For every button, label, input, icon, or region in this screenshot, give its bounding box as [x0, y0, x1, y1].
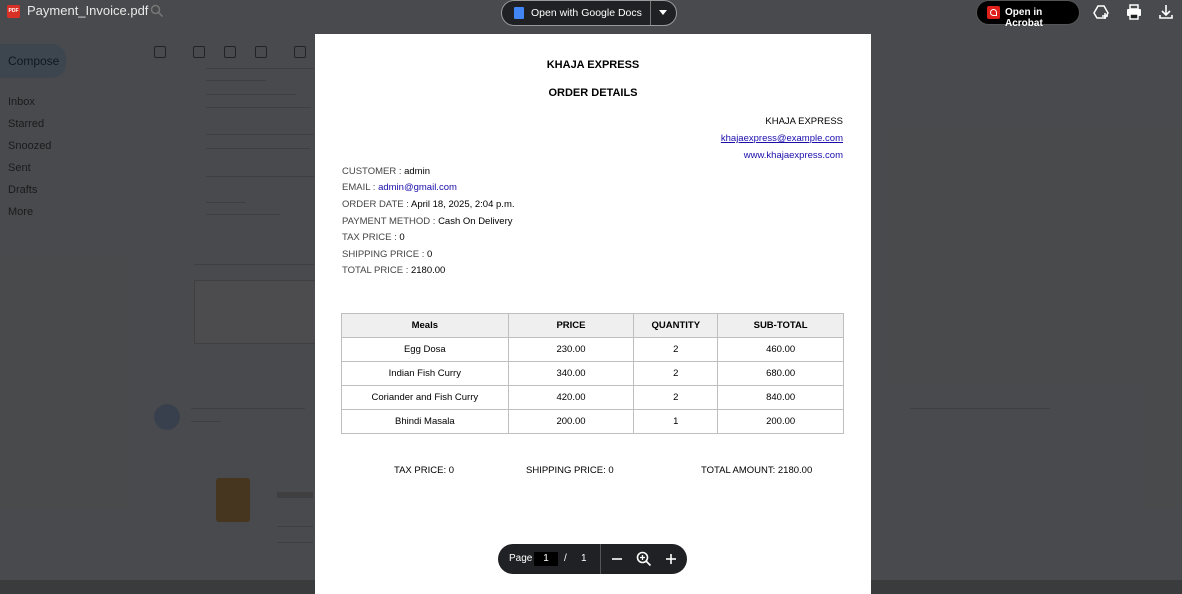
- table-cell: Bhindi Masala: [342, 410, 509, 434]
- total-shipping: SHIPPING PRICE: 0: [526, 465, 614, 476]
- viewer-toolbar: [0, 0, 1182, 29]
- info-tax-price: [342, 232, 405, 243]
- page-label: Page: [509, 553, 533, 564]
- column-header: Meals: [342, 314, 509, 338]
- company-website-link[interactable]: www.khajaexpress.com: [743, 150, 843, 161]
- info-label: CUSTOMER :: [342, 166, 405, 177]
- table-cell: 680.00: [718, 362, 844, 386]
- table-cell: 2: [634, 386, 718, 410]
- table-cell: 230.00: [508, 338, 634, 362]
- toolbar-divider: [600, 544, 601, 574]
- info-value: April 18, 2025, 2:04 p.m.: [410, 199, 515, 210]
- info-shipping-price: [342, 249, 432, 260]
- search-icon: [150, 4, 164, 18]
- info-value: admin: [404, 166, 430, 177]
- info-value: 0: [427, 249, 433, 260]
- open-with-google-docs-button[interactable]: [501, 0, 677, 26]
- info-label: PAYMENT METHOD :: [342, 216, 439, 227]
- page-total: 1: [581, 553, 587, 564]
- print-icon[interactable]: [1125, 3, 1143, 21]
- table-cell: Egg Dosa: [342, 338, 509, 362]
- table-cell: 2: [634, 362, 718, 386]
- zoom-out-icon[interactable]: [608, 550, 626, 568]
- info-email: [342, 182, 457, 193]
- column-header: SUB-TOTAL: [718, 314, 844, 338]
- order-details-title: ORDER DETAILS: [548, 87, 638, 99]
- company-email-link[interactable]: khajaexpress@example.com: [720, 133, 843, 144]
- info-label: EMAIL :: [342, 182, 379, 193]
- add-to-drive-icon[interactable]: [1092, 3, 1110, 21]
- page-separator: /: [564, 553, 567, 564]
- table-header-row: [342, 314, 844, 338]
- company-name: KHAJA EXPRESS: [765, 116, 843, 127]
- table-cell: 1: [634, 410, 718, 434]
- table-row: [342, 386, 844, 410]
- info-customer: [342, 166, 430, 177]
- info-order-date: [342, 199, 515, 210]
- zoom-in-icon[interactable]: [662, 550, 680, 568]
- customer-email-link[interactable]: admin@gmail.com: [378, 182, 457, 193]
- info-total-price: [342, 265, 445, 276]
- info-payment-method: [342, 216, 513, 227]
- info-value: 2180.00: [410, 265, 446, 276]
- company-title: KHAJA EXPRESS: [546, 59, 640, 71]
- table-row: [342, 338, 844, 362]
- pdf-page: [315, 34, 871, 594]
- page-number-input[interactable]: 1: [534, 552, 558, 566]
- open-in-acrobat-label: Open in Acrobat: [1005, 7, 1043, 29]
- table-row: [342, 410, 844, 434]
- total-tax: TAX PRICE: 0: [394, 465, 455, 476]
- chevron-down-icon[interactable]: [659, 10, 667, 15]
- column-header: QUANTITY: [634, 314, 718, 338]
- zoom-icon[interactable]: [635, 550, 653, 568]
- column-header: PRICE: [508, 314, 634, 338]
- table-cell: 420.00: [508, 386, 634, 410]
- pdf-file-icon: PDF: [7, 5, 20, 18]
- page-navigation-bar: [498, 544, 687, 574]
- file-name: Payment_Invoice.pdf: [27, 3, 149, 18]
- total-amount: TOTAL AMOUNT: 2180.00: [701, 465, 813, 476]
- google-docs-icon: [514, 7, 524, 19]
- info-label: TAX PRICE :: [342, 232, 400, 243]
- table-cell: 840.00: [718, 386, 844, 410]
- info-label: ORDER DATE :: [342, 199, 411, 210]
- table-cell: 340.00: [508, 362, 634, 386]
- button-divider: [650, 1, 651, 25]
- acrobat-icon: [987, 6, 1000, 19]
- table-cell: Indian Fish Curry: [342, 362, 509, 386]
- open-in-acrobat-button[interactable]: [976, 0, 1080, 29]
- table-cell: 200.00: [508, 410, 634, 434]
- table-cell: 460.00: [718, 338, 844, 362]
- info-label: SHIPPING PRICE :: [342, 249, 427, 260]
- download-icon[interactable]: [1157, 3, 1175, 21]
- order-table: [341, 313, 844, 434]
- table-cell: 200.00: [718, 410, 844, 434]
- info-value: 0: [399, 232, 405, 243]
- table-cell: Coriander and Fish Curry: [342, 386, 509, 410]
- info-label: TOTAL PRICE :: [342, 265, 411, 276]
- table-row: [342, 362, 844, 386]
- info-value: Cash On Delivery: [438, 216, 513, 227]
- table-cell: 2: [634, 338, 718, 362]
- open-with-google-docs-label: Open with Google Docs: [531, 7, 642, 19]
